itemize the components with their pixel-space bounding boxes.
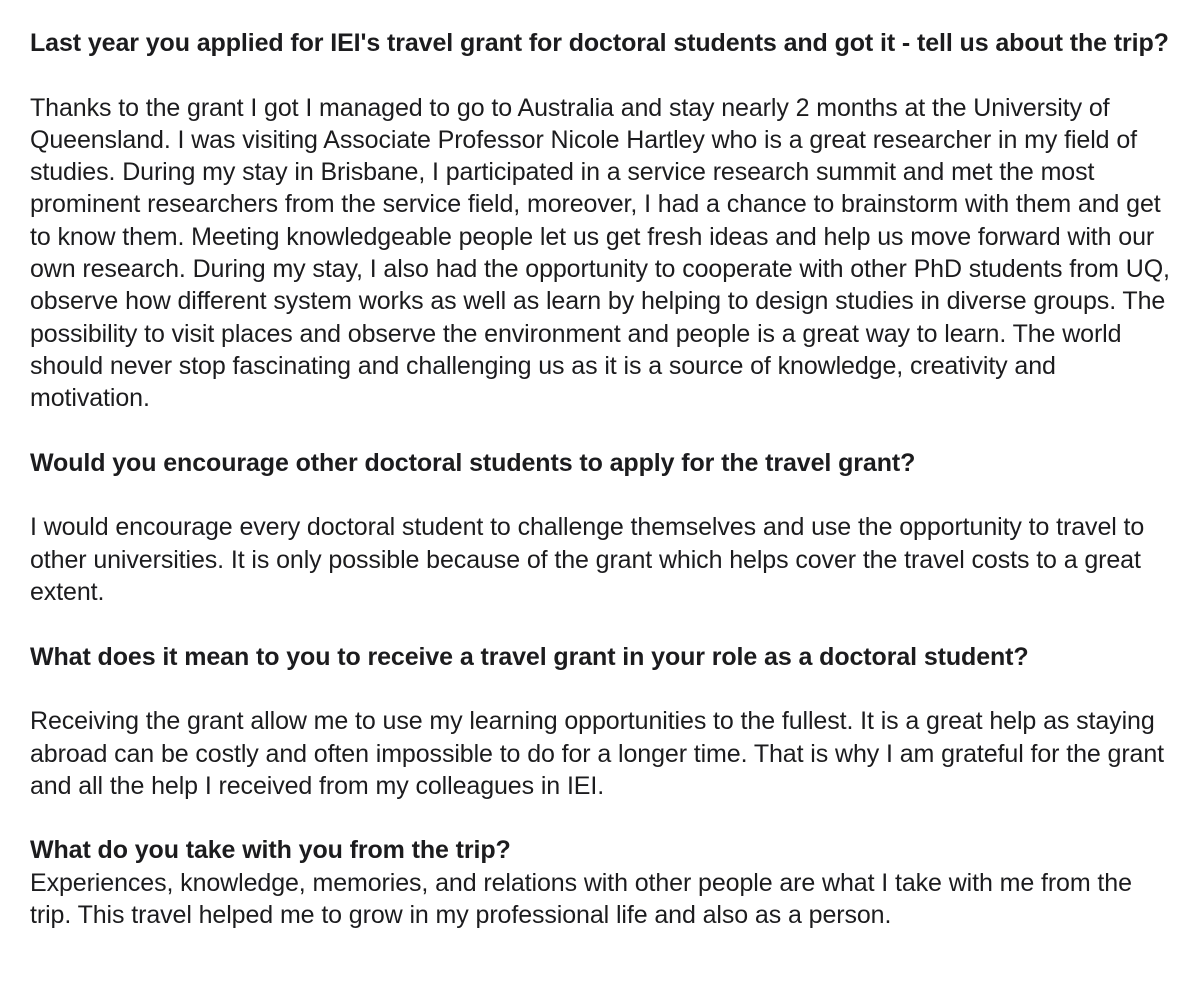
answer-1: Thanks to the grant I got I managed to go to Australia and stay nearly 2 months at the University of Queensland. I was visiting Associate Professor Nicole Hartley who is a great researcher in my field of studies. During my stay in Brisbane, I participated in a service research summit and met the most prominent researchers from the service field, moreover, I had a chance to brainstorm with them and get to know them. Meeting knowledgeable people let us get fresh ideas and help us move forward with our own research. During my stay, I also had the opportunity to cooperate with other PhD students from UQ, observe how different system works as well as learn by helping to design studies in diverse groups. The possibility to visit places and observe the environment and people is a great way to learn. The world should never stop fascinating and challenging us as it is a source of knowledge, creativity and motivation. (30, 93, 1170, 413)
question-1: Last year you applied for IEI's travel grant for doctoral students and got it - tell us about the trip? (30, 29, 1169, 57)
paragraph-spacer (30, 479, 1170, 511)
question-3: What does it mean to you to receive a travel grant in your role as a doctoral student? (30, 642, 1029, 671)
answer-3: Receiving the grant allow me to use my learning opportunities to the fullest. It is a great help as staying abroad can be costly and often impossible to do for a longer time. That is why I am grateful for the grant and all the help I received from my colleagues in IEI. (30, 707, 1165, 800)
answer-4: Experiences, knowledge, memories, and relations with other people are what I take with me from the trip. This travel helped me to grow in my professional life and also as a person. (30, 868, 1132, 930)
paragraph-spacer (30, 59, 1170, 91)
paragraph-spacer (30, 415, 1170, 447)
question-4: What do you take with you from the trip? (30, 836, 511, 865)
paragraph-spacer (30, 608, 1170, 640)
interview-document (30, 27, 1170, 931)
paragraph-spacer (30, 673, 1170, 705)
answer-2: I would encourage every doctoral student to challenge themselves and use the opportunity to travel to other universities. It is only possible because of the grant which helps cover the travel costs to a great extent. (30, 513, 1145, 607)
question-2: Would you encourage other doctoral students to apply for the travel grant? (30, 448, 916, 477)
paragraph-spacer (30, 802, 1170, 834)
